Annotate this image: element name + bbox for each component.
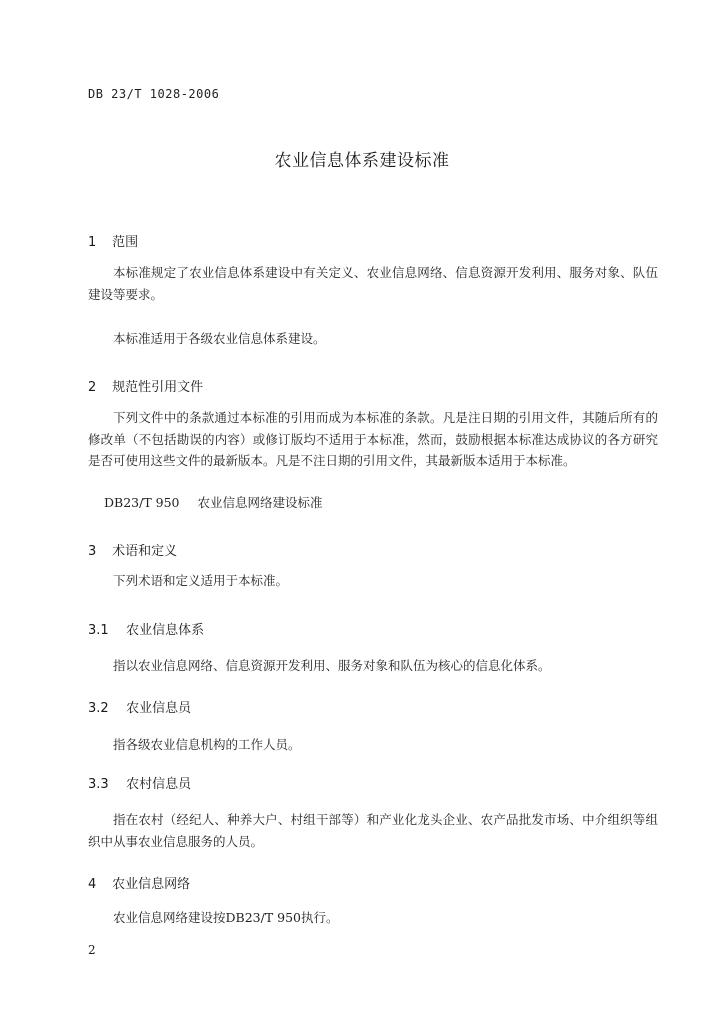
section-number: 3.2 xyxy=(88,701,109,716)
reference-code: DB23/T 950 xyxy=(104,495,180,510)
section-heading-2 xyxy=(88,376,203,395)
normative-reference xyxy=(104,493,323,511)
section-heading-3-2 xyxy=(88,697,191,716)
section-heading-3-3 xyxy=(88,773,191,792)
section-title: 农村信息员 xyxy=(126,777,192,792)
section-3-2-definition: 指各级农业信息机构的工作人员。 xyxy=(113,737,301,752)
section-heading-3-1 xyxy=(88,619,204,638)
section-number: 3 xyxy=(88,544,97,559)
section-heading-4 xyxy=(88,873,190,892)
section-title: 范围 xyxy=(112,235,139,250)
section-title: 农业信息网络 xyxy=(112,877,191,892)
section-3-3-definition: 指在农村（经纪人、种养大户、村组干部等）和产业化龙头企业、农产品批发市场、中介组织等组织中从事农业信息服务的人员。 xyxy=(88,812,658,849)
section-title: 农业信息员 xyxy=(126,701,192,716)
section-number: 2 xyxy=(88,380,97,395)
document-title: 农业信息体系建设标准 xyxy=(274,151,450,171)
section-4-paragraph-1: 农业信息网络建设按DB23/T 950执行。 xyxy=(113,910,339,925)
section-number: 1 xyxy=(88,235,97,250)
section-number: 3.1 xyxy=(88,623,109,638)
section-heading-1 xyxy=(88,231,138,250)
section-1-paragraph-2: 本标准适用于各级农业信息体系建设。 xyxy=(113,331,326,346)
reference-title: 农业信息网络建设标准 xyxy=(197,495,323,510)
section-number: 3.3 xyxy=(88,777,109,792)
section-title: 术语和定义 xyxy=(112,544,178,559)
section-3-paragraph-1: 下列术语和定义适用于本标准。 xyxy=(113,573,289,588)
section-number: 4 xyxy=(88,877,97,892)
section-3-1-definition: 指以农业信息网络、信息资源开发利用、服务对象和队伍为核心的信息化体系。 xyxy=(113,658,551,673)
section-1-paragraph-1: 本标准规定了农业信息体系建设中有关定义、农业信息网络、信息资源开发利用、服务对象、队伍建设等要求。 xyxy=(88,265,658,302)
section-heading-3 xyxy=(88,540,177,559)
section-2-paragraph-1: 下列文件中的条款通过本标准的引用而成为本标准的条款。凡是注日期的引用文件，其随后所有的修改单（不包括勘误的内容）或修订版均不适用于本标准，然而，鼓励根据本标准达成协议的各方研究是否可使用这些文件的最新版本。凡是不注日期的引用文件，其最新版本适用于本标准。 xyxy=(88,410,658,468)
section-title: 规范性引用文件 xyxy=(112,380,204,395)
section-title: 农业信息体系 xyxy=(126,623,205,638)
standard-code: DB 23/T 1028-2006 xyxy=(88,87,220,101)
page-number: 2 xyxy=(88,943,96,957)
